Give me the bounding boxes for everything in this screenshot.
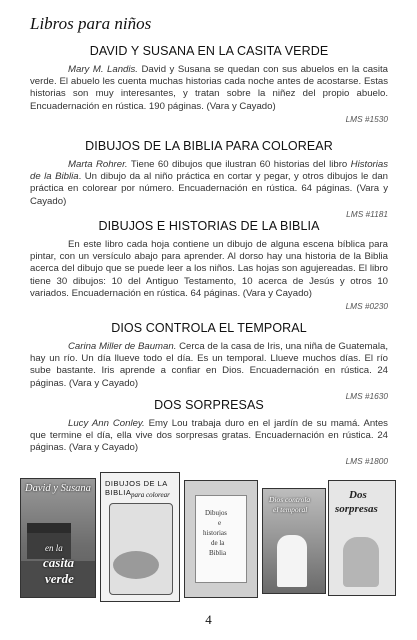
cover-title: DIBUJOS DE LA BIBLIA: [105, 479, 168, 497]
cover-david-y-susana: [20, 478, 96, 598]
book-text: Tiene 60 dibujos que ilustran 60 historias del libro: [127, 159, 351, 170]
book-code: LMS #1630: [345, 390, 388, 401]
cover-title: Dos: [349, 489, 367, 501]
cover-title: verde: [45, 571, 74, 586]
cover-dios-controla-el-temporal: [262, 488, 326, 594]
book-reference: Historias de la Biblia: [30, 159, 388, 183]
cover-title: sorpresas: [335, 503, 378, 515]
book-code: LMS #1530: [345, 113, 388, 124]
book-text: Cerca de la casa de Iris, una niña de Guatemala, hay un río. Un día llueve todo el día. Es un temporal. Llueve muchos días. El río sube bastante. Iris aprende a confiar en Dios. Encuadernación en rústica. 24 páginas. (Vara y Cayado): [30, 341, 388, 389]
cover-dibujos-para-colorear: [100, 472, 180, 602]
book-description: [30, 418, 388, 455]
cover-title: el temporal: [273, 505, 308, 514]
cover-title: David y Susana: [25, 483, 91, 494]
figure-illustration: [277, 535, 307, 587]
book-covers: [20, 470, 400, 615]
book-code: LMS #1800: [345, 455, 388, 466]
book-author: Carina Miller de Bauman.: [68, 341, 177, 352]
book-title: DOS SORPRESAS: [154, 398, 264, 412]
cover-title: en la: [45, 543, 63, 553]
cover-title: de la: [211, 539, 225, 547]
book-entry: [30, 139, 388, 219]
book-code: LMS #0230: [345, 301, 388, 312]
figure-illustration: [343, 537, 379, 587]
book-title: DAVID Y SUSANA EN LA CASITA VERDE: [89, 44, 329, 58]
book-entry: [30, 321, 388, 401]
book-code: LMS #1181: [346, 208, 388, 219]
house-illustration: [27, 523, 71, 559]
book-text: En este libro cada hoja contiene un dibujo de alguna escena bíblica para pintar, con un versículo abajo para aprender. Al dorso hay una historia de la Biblia acerca del dibujo que se puede leer a los niños. Las hojas son agujereadas. El libro tiene 30 dibujos: 10 del Antiguo Testamento, 10 acerca de Jesús y otros 10 variados. Encuadernación en rústica. 64 páginas. (Vara y Cayado): [30, 239, 388, 299]
book-description: [30, 64, 388, 113]
cover-title: e: [218, 519, 222, 527]
book-title: DIBUJOS DE LA BIBLIA PARA COLOREAR: [85, 139, 333, 153]
book-description: [30, 239, 388, 300]
book-title: DIBUJOS E HISTORIAS DE LA BIBLIA: [98, 219, 320, 233]
book-text: Emy Lou trabaja duro en el jardín de su mamá. Antes que termine el día, ella vive dos sorpresas gratas. Encuadernación en rústica. 24 páginas. (Vara y Cayado): [30, 418, 388, 454]
figure-illustration: [113, 551, 159, 579]
page-number: 4: [205, 612, 212, 627]
cover-title: historias: [203, 529, 227, 537]
section-title: Libros para niños: [30, 14, 152, 33]
book-description: [30, 341, 388, 390]
cover-title: casita: [43, 555, 75, 570]
book-entry: [30, 219, 388, 311]
cover-dos-sorpresas: [328, 480, 396, 596]
book-author: Mary M. Landis.: [68, 64, 138, 75]
book-author: Marta Rohrer.: [68, 159, 128, 170]
cover-title: Biblia: [209, 549, 227, 557]
book-description: [30, 159, 388, 208]
cover-title: Dios controla: [269, 495, 311, 504]
book-entry: [30, 398, 388, 466]
book-entry: [30, 44, 388, 124]
cover-dibujos-e-historias: [184, 480, 258, 598]
cover-title: Dibujos: [205, 509, 228, 517]
book-text: . Un dibujo da al niño práctica en cortar y pegar, y otros dibujos le dan práctica en colorear por número. Encuadernación en rústica. 64 páginas. (Vara y Cayado): [30, 171, 388, 207]
book-title: DIOS CONTROLA EL TEMPORAL: [111, 321, 307, 335]
cover-title: para colorear: [131, 491, 170, 499]
book-text: David y Susana se quedan con sus abuelos en la casita verde. El abuelo les cuenta muchas historias cada noche antes de acostarse. Estas historias son muy interesantes, y tratan sobre la niñez del propio abuelo. Encuadernación en rústica. 190 páginas. (Vara y Cayado): [30, 64, 388, 112]
book-author: Lucy Ann Conley.: [68, 418, 145, 429]
